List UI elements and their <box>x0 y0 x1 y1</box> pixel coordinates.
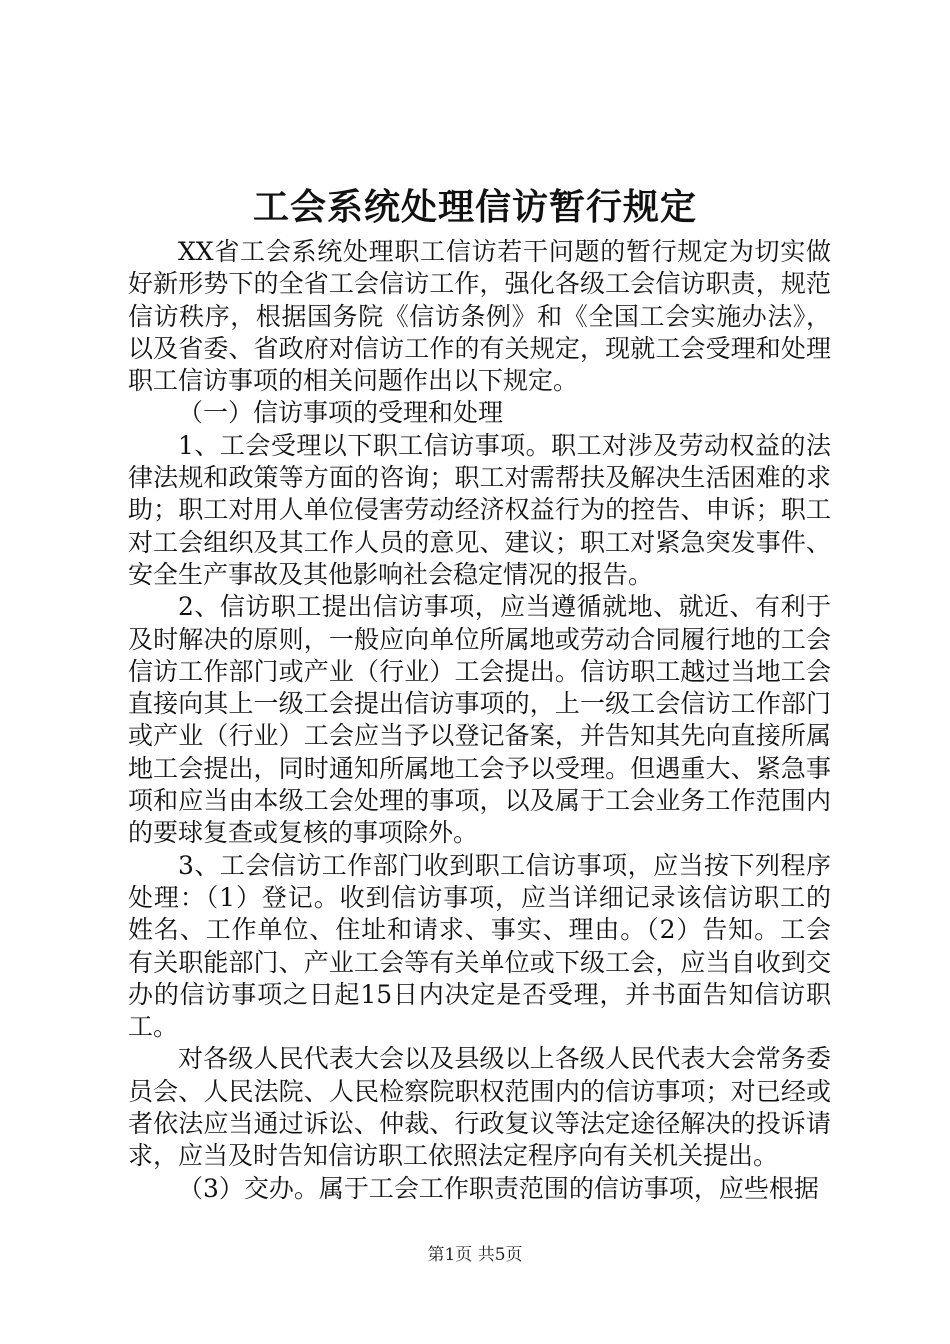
page-number-footer: 第1页 共5页 <box>427 1245 523 1265</box>
clause-2-paragraph: 2、信访职工提出信访事项，应当遵循就地、就近、有利于及时解决的原则，一般应向单位所属地或劳动合同履行地的工会信访工作部门或产业（行业）工会提出。信访职工越过当地工会直接向其上一级工会提出信访事项的，上一级工会信访工作部门或产业（行业）工会应当予以登记备案，并告知其先向直接所属地工会提出，同时通知所属地工会予以受理。但遇重大、紧急事项和应当由本级工会处理的事项，以及属于工会业务工作范围内的要球复查或复核的事项除外。 <box>128 592 831 848</box>
section-heading: （一）信访事项的受理和处理 <box>178 398 504 428</box>
document-body <box>128 236 831 1205</box>
assignment-paragraph: （3）交办。属于工会工作职责范围的信访事项，应些根据 <box>178 1173 819 1203</box>
intro-paragraph: XX省工会系统处理职工信访若干问题的暂行规定为切实做好新形势下的全省工会信访工作，强化各级工会信访职责，规范信访秩序，根据国务院《信访条例》和《全国工会实施办法》，以及省委、省政府对信访工作的有关规定，现就工会受理和处理职工信访事项的相关问题作出以下规定。 <box>128 237 831 396</box>
clause-3-paragraph: 3、工会信访工作部门收到职工信访事项，应当按下列程序处理：（1）登记。收到信访事项，应当详细记录该信访职工的姓名、工作单位、住址和请求、事实、理由。（2）告知。工会有关职能部门、产业工会等有关单位或下级工会，应当自收到交办的信访事项之日起15日内决定是否受理，并书面告知信访职工。 <box>128 850 831 1042</box>
document-title: 工会系统处理信访暂行规定 <box>252 187 697 228</box>
exception-paragraph: 对各级人民代表大会以及县级以上各级人民代表大会常务委员会、人民法院、人民检察院职权范围内的信访事项；对已经或者依法应当通过诉讼、仲裁、行政复议等法定途径解决的投诉请求，应当及时告知信访职工依照法定程序向有关机关提出。 <box>128 1044 831 1171</box>
clause-1-paragraph: 1、工会受理以下职工信访事项。职工对涉及劳动权益的法律法规和政策等方面的咨询；职工对需帮扶及解决生活困难的求助；职工对用人单位侵害劳动经济权益行为的控告、申诉；职工对工会组织及其工作人员的意见、建议；职工对紧急突发事件、安全生产事故及其他影响社会稳定情况的报告。 <box>128 430 831 589</box>
